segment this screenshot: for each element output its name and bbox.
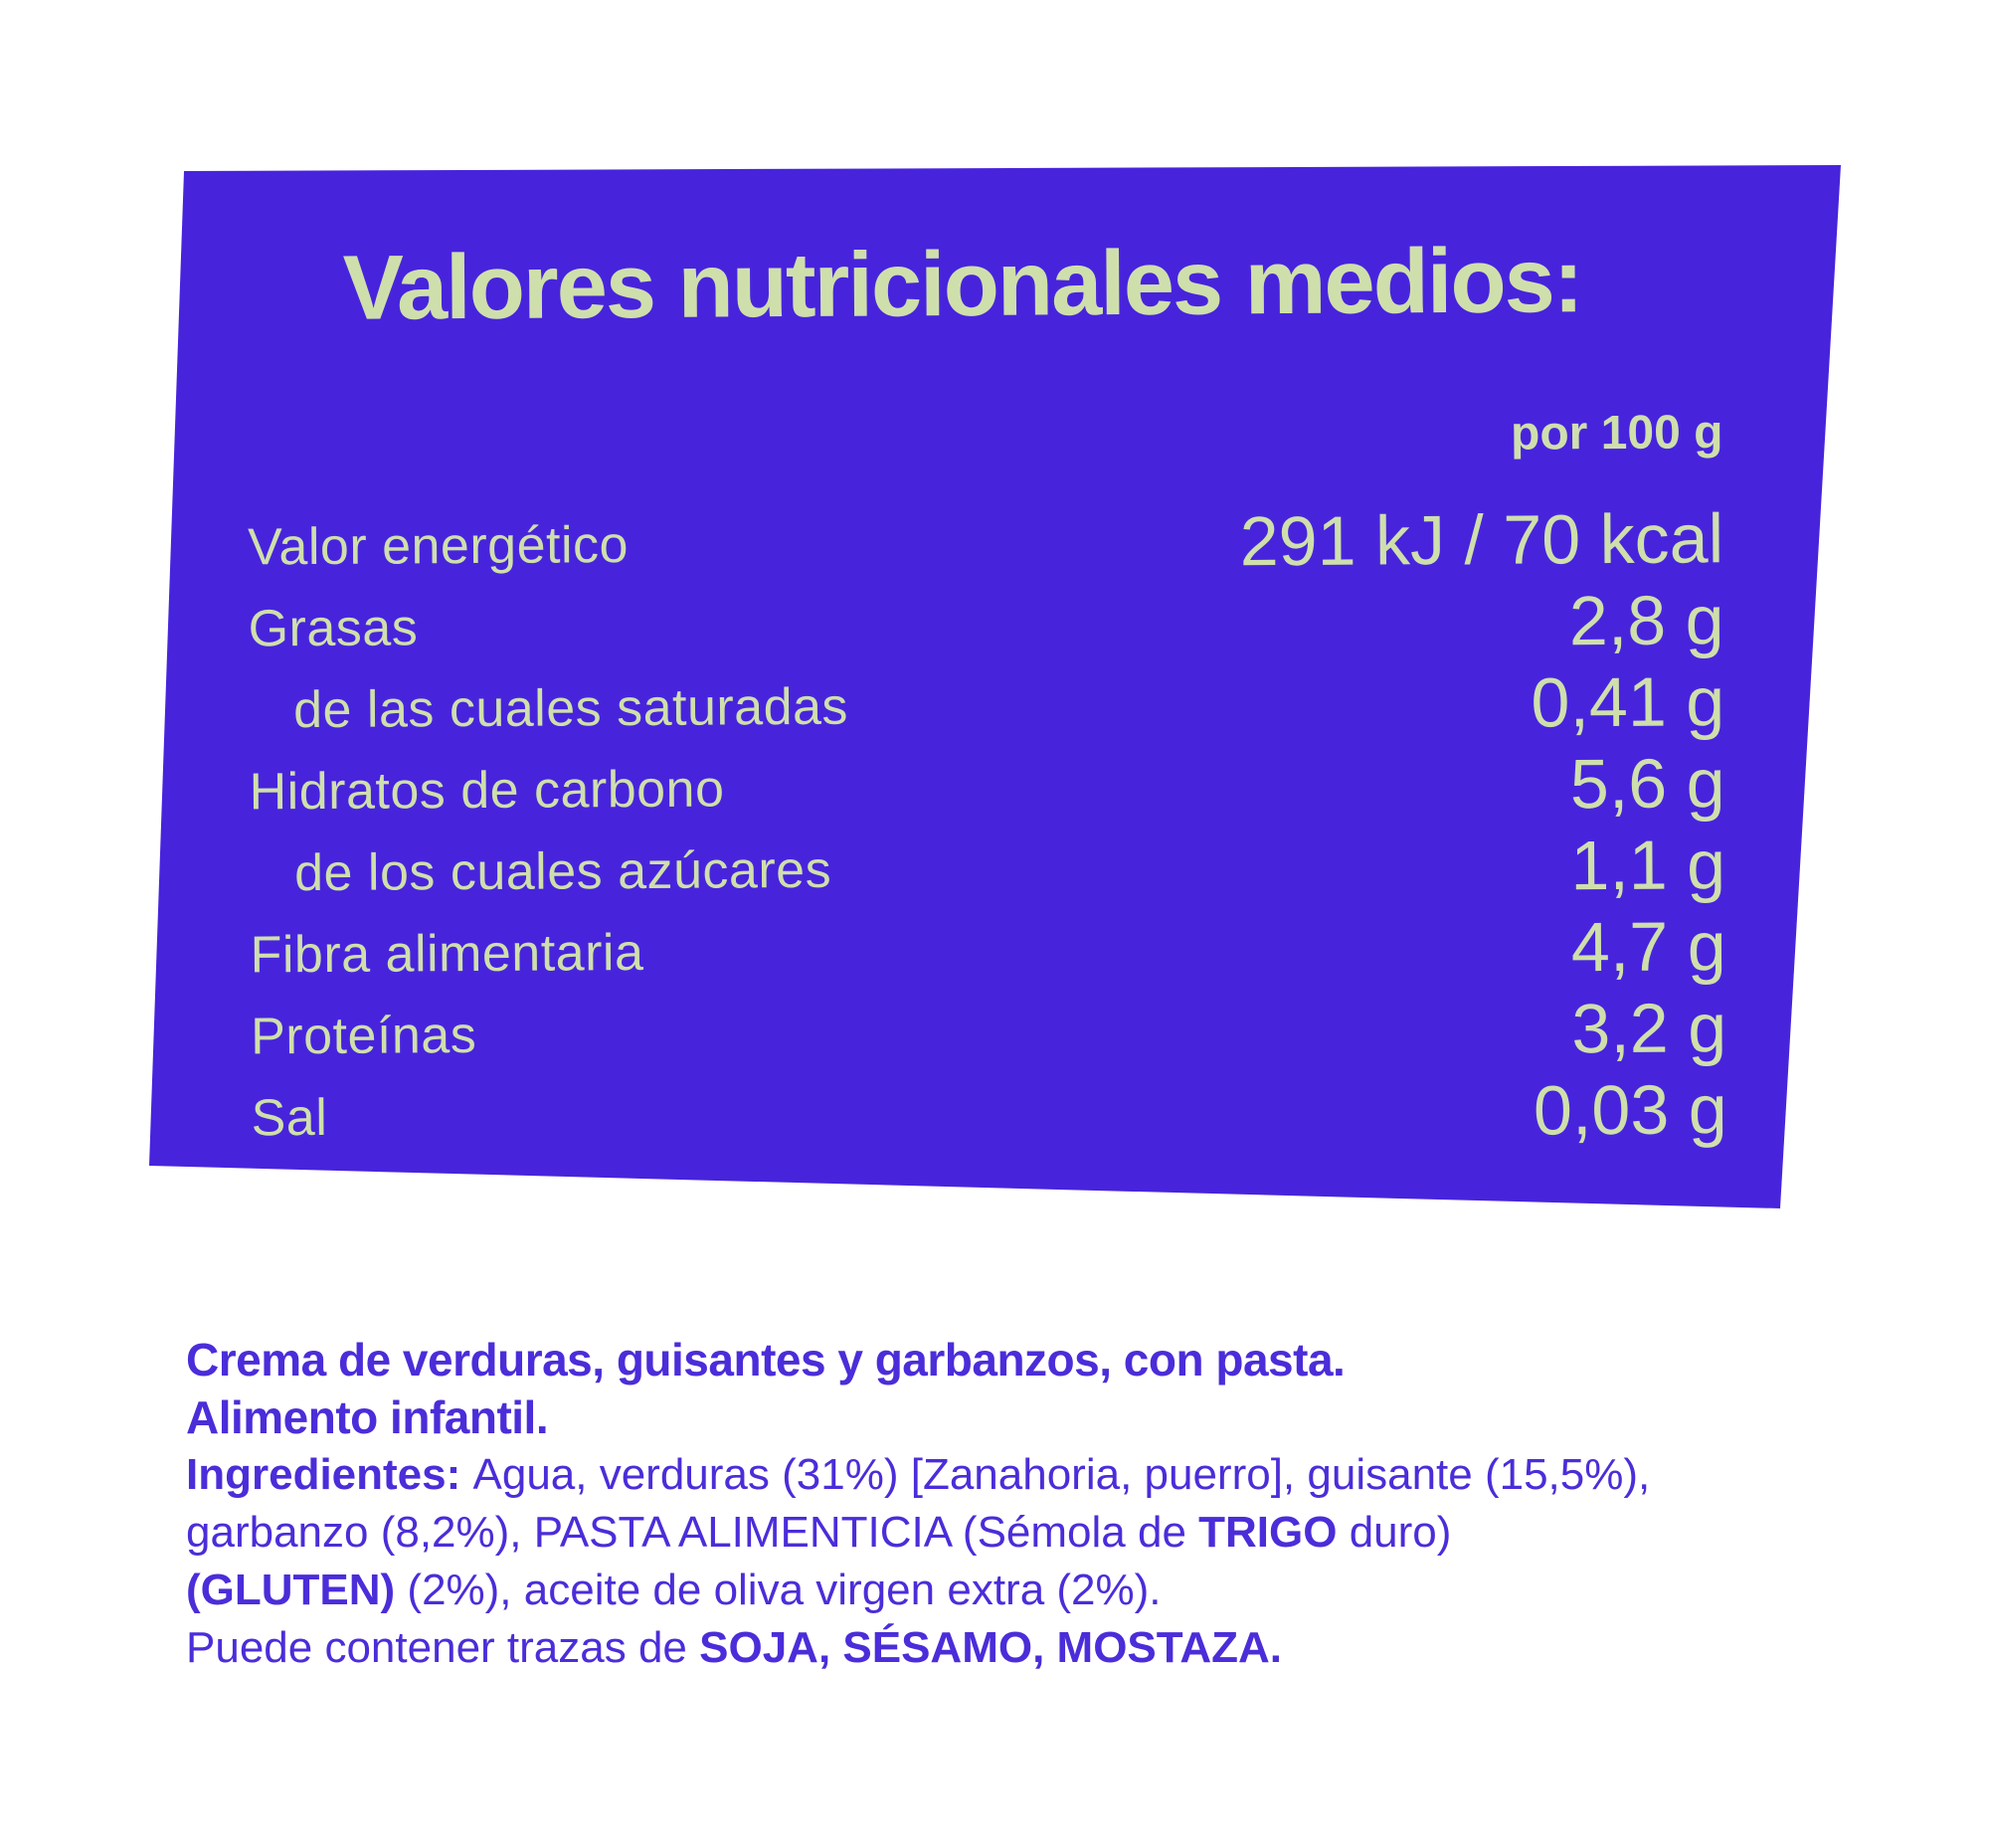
ingredient-text-segment: Agua, verduras (31%) [Zanahoria, puerro], guisante (15,5%),: [472, 1450, 1651, 1499]
nutrient-label: Fibra alimentaria: [250, 923, 644, 985]
nutrition-row: [150, 905, 1781, 997]
nutrition-row: [149, 742, 1780, 833]
ingredient-bold-segment: (GLUTEN): [186, 1566, 396, 1614]
description-heading-line: Alimento infantil.: [186, 1391, 549, 1443]
nutrient-label: Valor energético: [247, 516, 630, 577]
nutrition-row: [151, 1068, 1782, 1160]
nutrition-row: [151, 987, 1782, 1078]
nutrition-row: [148, 497, 1779, 589]
ingredients-line: [186, 1619, 1936, 1677]
nutrient-label: Hidratos de carbono: [249, 760, 725, 822]
nutrition-row: [150, 824, 1781, 915]
ingredient-bold-segment: SOJA, SÉSAMO, MOSTAZA.: [699, 1623, 1283, 1672]
nutrient-label: Grasas: [248, 599, 419, 658]
ingredient-bold-segment: Ingredientes:: [186, 1450, 473, 1499]
nutrient-label: Proteínas: [250, 1007, 477, 1066]
nutrition-rows: [148, 497, 1783, 1160]
nutrient-value: 1,1 g: [1570, 826, 1726, 905]
nutrient-value: 4,7 g: [1570, 907, 1726, 987]
nutrient-value: 5,6 g: [1569, 744, 1725, 824]
ingredients-line: [186, 1562, 1936, 1619]
nutrition-panel: [146, 154, 1783, 1218]
description-heading-line: Crema de verduras, guisantes y garbanzos, con pasta.: [186, 1334, 1346, 1386]
nutrient-value: 3,2 g: [1571, 989, 1727, 1068]
ingredients-line: [186, 1504, 1936, 1562]
nutrient-value: 0,03 g: [1533, 1070, 1727, 1150]
nutrition-row: [149, 660, 1780, 752]
nutrient-value: 0,41 g: [1531, 662, 1725, 742]
ingredient-text-segment: duro): [1337, 1508, 1452, 1557]
ingredient-text-segment: garbanzo (8,2%), PASTA ALIMENTICIA (Sémola de: [186, 1508, 1199, 1557]
nutrition-row: [148, 579, 1779, 670]
ingredient-text-segment: (2%), aceite de oliva virgen extra (2%).: [395, 1566, 1162, 1614]
ingredient-bold-segment: TRIGO: [1198, 1508, 1338, 1557]
product-description: [186, 1331, 1936, 1677]
nutrient-label: de los cuales azúcares: [293, 840, 832, 903]
per-100g-label: por 100 g: [1510, 406, 1723, 461]
nutrient-label: de las cuales saturadas: [292, 677, 849, 740]
ingredients-line: [186, 1446, 1936, 1504]
panel-title: Valores nutricionales medios:: [342, 230, 1582, 339]
nutrient-value: 291 kJ / 70 kcal: [1239, 499, 1724, 581]
ingredient-text-segment: Puede contener trazas de: [186, 1623, 700, 1672]
nutrient-label: Sal: [251, 1088, 328, 1148]
nutrient-value: 2,8 g: [1568, 581, 1724, 660]
